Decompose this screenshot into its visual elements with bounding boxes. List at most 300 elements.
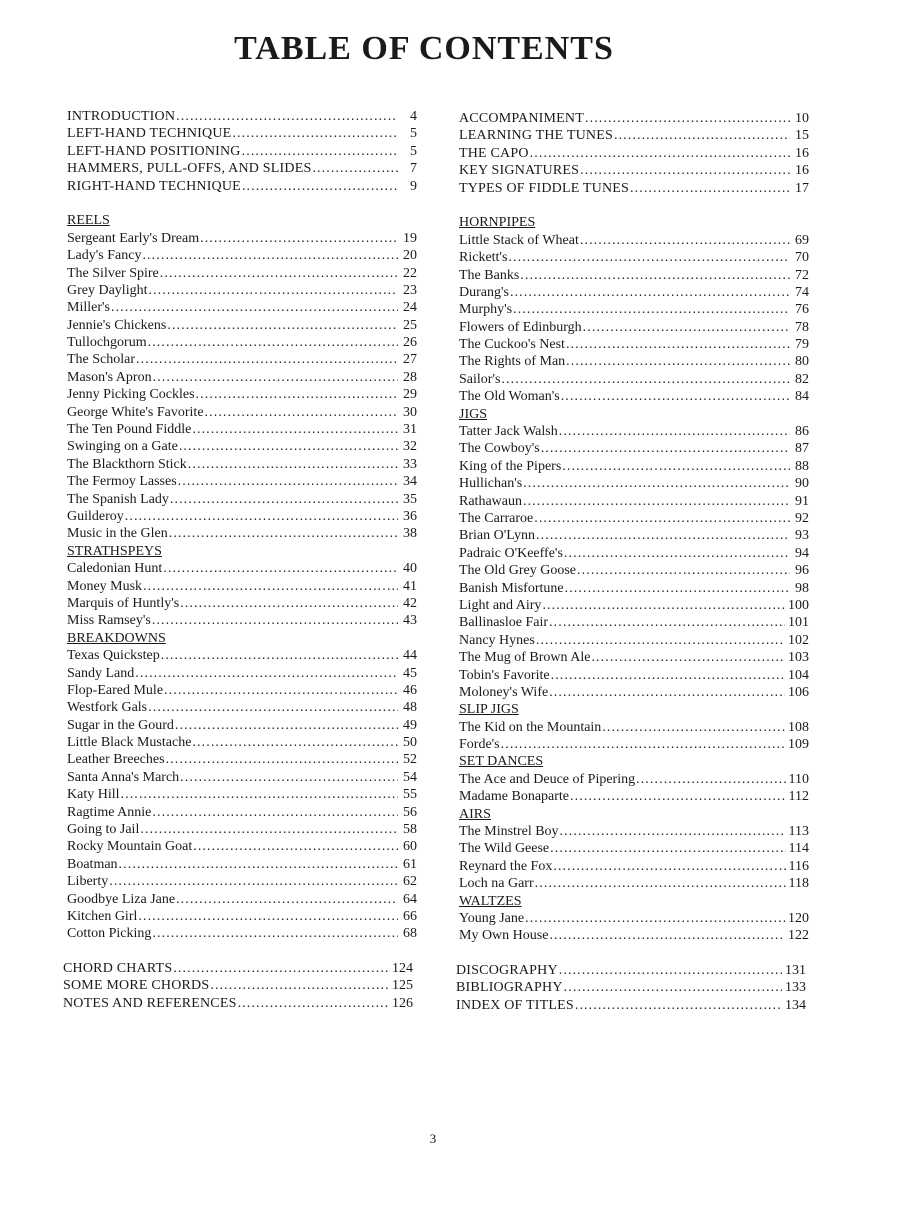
entry-page-number: 16	[795, 163, 809, 179]
entry-title: Texas Quickstep	[67, 648, 160, 664]
entry-page-number: 112	[788, 789, 809, 805]
entry-title: Reynard the Fox	[459, 858, 553, 874]
entry-title: THE CAPO	[459, 145, 529, 161]
entry-title: Leather Breeches	[67, 752, 165, 768]
dot-leader	[501, 736, 785, 753]
dot-leader	[559, 962, 782, 979]
dot-leader	[242, 178, 398, 195]
toc-entry	[459, 423, 809, 440]
entry-page-number: 74	[795, 284, 809, 300]
toc-entry	[459, 162, 809, 179]
entry-page-number: 92	[795, 510, 809, 526]
dot-leader	[530, 145, 790, 162]
toc-entry	[67, 699, 417, 716]
dot-leader	[510, 284, 790, 301]
entry-title: Miller's	[67, 300, 110, 316]
dot-leader	[553, 858, 785, 875]
entry-title: Cotton Picking	[67, 926, 152, 942]
entry-title: The Blackthorn Stick	[67, 456, 187, 472]
entry-page-number: 84	[795, 389, 809, 405]
dot-leader	[542, 597, 785, 614]
dot-leader	[152, 925, 398, 942]
dot-leader	[135, 665, 398, 682]
entry-page-number: 55	[403, 787, 417, 803]
entry-title: RIGHT-HAND TECHNIQUE	[67, 178, 241, 194]
dot-leader	[136, 351, 398, 368]
toc-entry	[459, 684, 809, 701]
toc-entry	[459, 771, 809, 788]
dot-leader	[525, 910, 785, 927]
entry-page-number: 93	[795, 528, 809, 544]
dot-leader	[559, 423, 790, 440]
dot-leader	[192, 734, 398, 751]
entry-page-number: 9	[410, 178, 417, 194]
entry-page-number: 80	[795, 354, 809, 370]
entry-title: Sugar in the Gourd	[67, 717, 174, 733]
entry-page-number: 34	[403, 474, 417, 490]
entry-title: Moloney's Wife	[459, 684, 549, 700]
dot-leader	[121, 786, 399, 803]
page-number: 3	[429, 1131, 437, 1146]
spacer	[67, 195, 417, 212]
dot-leader	[140, 821, 398, 838]
toc-entry	[459, 336, 809, 353]
entry-page-number: 36	[403, 508, 417, 524]
toc-entry	[67, 751, 417, 768]
section-heading: HORNPIPES	[459, 215, 536, 231]
entry-page-number: 22	[403, 265, 417, 281]
entry-title: Sandy Land	[67, 665, 135, 681]
entry-title: Light and Airy	[459, 597, 542, 613]
entry-page-number: 70	[795, 250, 809, 266]
dot-leader	[142, 247, 398, 264]
toc-entry	[459, 267, 809, 284]
dot-leader	[523, 475, 790, 492]
entry-title: INDEX OF TITLES	[456, 997, 574, 1013]
entry-page-number: 98	[795, 580, 809, 596]
dot-leader	[125, 508, 398, 525]
entry-title: Tatter Jack Walsh	[459, 424, 558, 440]
entry-title: INTRODUCTION	[67, 109, 176, 124]
dot-leader	[549, 614, 785, 631]
entry-title: Jenny Picking Cockles	[67, 387, 195, 403]
entry-title: Rickett's	[459, 250, 508, 266]
toc-entry	[67, 491, 417, 508]
entry-page-number: 24	[403, 300, 417, 316]
entry-title: The Ace and Deuce of Pipering	[459, 771, 636, 787]
toc-entry	[459, 388, 809, 405]
dot-leader	[580, 162, 790, 179]
entry-title: Tobin's Favorite	[459, 667, 550, 683]
entry-page-number: 5	[410, 126, 417, 142]
entry-page-number: 52	[403, 752, 417, 768]
toc-entry	[67, 734, 417, 751]
dot-leader	[536, 527, 790, 544]
entry-title: Going to Jail	[67, 822, 140, 838]
toc-entry	[456, 962, 806, 979]
dot-leader	[173, 960, 389, 977]
entry-title: NOTES AND REFERENCES	[63, 995, 237, 1011]
entry-page-number: 116	[788, 858, 809, 874]
entry-page-number: 20	[403, 248, 417, 264]
entry-title: The Fermoy Lasses	[67, 474, 177, 490]
dot-leader	[111, 299, 398, 316]
entry-page-number: 68	[403, 926, 417, 942]
toc-entry	[459, 458, 809, 475]
toc-entry	[67, 438, 417, 455]
entry-title: Westfork Gals	[67, 700, 148, 716]
toc-entry	[67, 143, 417, 160]
entry-page-number: 103	[788, 650, 809, 666]
toc-entry	[459, 319, 809, 336]
toc-entry	[459, 510, 809, 527]
entry-page-number: 40	[403, 561, 417, 577]
dot-leader	[161, 647, 398, 664]
entry-title: Rathawaun	[459, 493, 522, 509]
dot-leader	[164, 682, 398, 699]
entry-title: Young Jane	[459, 910, 525, 926]
dot-leader	[152, 612, 398, 629]
entry-title: Nancy Hynes	[459, 632, 535, 648]
toc-entry	[67, 334, 417, 351]
dot-leader	[152, 804, 398, 821]
entry-page-number: 124	[392, 961, 413, 976]
toc-entry	[459, 823, 809, 840]
toc-entry	[459, 232, 809, 249]
dot-leader	[570, 788, 786, 805]
entry-title: Lady's Fancy	[67, 248, 142, 264]
dot-leader	[238, 995, 389, 1012]
entry-page-number: 48	[403, 700, 417, 716]
dot-leader	[160, 265, 398, 282]
toc-entry	[67, 508, 417, 525]
entry-page-number: 15	[795, 128, 809, 144]
toc-entry	[67, 891, 417, 908]
entry-title: KEY SIGNATURES	[459, 163, 580, 179]
toc-entry	[459, 597, 809, 614]
entry-title: The Minstrel Boy	[459, 824, 559, 840]
toc-entry	[67, 786, 417, 803]
dot-leader	[575, 997, 782, 1014]
entry-page-number: 60	[403, 839, 417, 855]
entry-page-number: 43	[403, 613, 417, 629]
toc-entry	[67, 647, 417, 664]
toc-entry	[459, 614, 809, 631]
toc-entry	[67, 856, 417, 873]
dot-leader	[561, 388, 790, 405]
entry-page-number: 88	[795, 458, 809, 474]
entry-title: Tullochgorum	[67, 335, 147, 351]
entry-title: Music in the Glen	[67, 526, 168, 542]
entry-title: SOME MORE CHORDS	[63, 978, 210, 994]
dot-leader	[242, 143, 398, 160]
dot-leader	[566, 336, 790, 353]
dot-leader	[167, 317, 398, 334]
entry-page-number: 102	[788, 632, 809, 648]
entry-title: Banish Misfortune	[459, 580, 564, 596]
toc-entry	[67, 525, 417, 542]
toc-entry	[459, 736, 809, 753]
entry-title: Money Musk	[67, 578, 143, 594]
entry-page-number: 10	[795, 111, 809, 126]
toc-entry	[63, 995, 413, 1012]
entry-page-number: 76	[795, 302, 809, 318]
toc-entry	[459, 145, 809, 162]
entry-title: Flop-Eared Mule	[67, 682, 164, 698]
toc-entry	[67, 160, 417, 177]
toc-entry	[459, 180, 809, 197]
entry-page-number: 23	[403, 282, 417, 298]
entry-page-number: 90	[795, 476, 809, 492]
entry-page-number: 17	[795, 180, 809, 196]
entry-page-number: 125	[392, 978, 413, 994]
section-heading: AIRS	[459, 806, 491, 822]
entry-title: ACCOMPANIMENT	[459, 111, 584, 126]
dot-leader	[119, 856, 398, 873]
dot-leader	[513, 301, 790, 318]
spacer	[459, 197, 809, 214]
entry-title: The Carraroe	[459, 510, 534, 526]
entry-page-number: 101	[788, 615, 809, 631]
toc-entry	[67, 595, 417, 612]
dot-leader	[143, 578, 398, 595]
entry-page-number: 109	[788, 737, 809, 753]
entry-page-number: 96	[795, 563, 809, 579]
entry-page-number: 44	[403, 648, 417, 664]
toc-entry	[459, 475, 809, 492]
dot-leader	[178, 473, 398, 490]
dot-leader	[562, 458, 790, 475]
entry-title: The Cuckoo's Nest	[459, 337, 565, 353]
toc-entry	[67, 821, 417, 838]
toc-entry	[67, 560, 417, 577]
dot-leader	[109, 873, 398, 890]
dot-leader	[180, 595, 398, 612]
entry-title: Miss Ramsey's	[67, 613, 151, 629]
toc-entry	[459, 927, 809, 944]
toc-entry	[459, 875, 809, 892]
dot-leader	[536, 632, 785, 649]
entry-title: Mason's Apron	[67, 369, 152, 385]
dot-leader	[210, 977, 389, 994]
toc-entry	[67, 125, 417, 142]
entry-title: TYPES OF FIDDLE TUNES	[459, 180, 630, 196]
entry-page-number: 30	[403, 404, 417, 420]
entry-page-number: 19	[403, 230, 417, 246]
dot-leader	[508, 249, 790, 266]
toc-entry	[459, 910, 809, 927]
entry-title: George White's Favorite	[67, 404, 204, 420]
entry-title: The Wild Geese	[459, 841, 550, 857]
toc-entry	[459, 788, 809, 805]
dot-leader	[564, 545, 790, 562]
toc-entry	[459, 545, 809, 562]
entry-title: The Silver Spire	[67, 265, 159, 281]
entry-page-number: 94	[795, 545, 809, 561]
entry-title: Liberty	[67, 874, 109, 890]
entry-title: The Banks	[459, 267, 520, 283]
section-heading: STRATHSPEYS	[67, 543, 162, 559]
back-matter-list-right	[456, 962, 806, 1014]
entry-title: The Old Woman's	[459, 389, 560, 405]
toc-entry	[67, 456, 417, 473]
dot-leader	[166, 751, 398, 768]
entry-page-number: 64	[403, 891, 417, 907]
dot-leader	[175, 717, 398, 734]
dot-leader	[188, 456, 398, 473]
toc-entry	[459, 840, 809, 857]
entry-title: Swinging on a Gate	[67, 439, 178, 455]
dot-leader	[193, 838, 398, 855]
dot-leader	[312, 160, 398, 177]
toc-entry	[67, 230, 417, 247]
entry-title: The Spanish Lady	[67, 491, 169, 507]
dot-leader	[614, 127, 790, 144]
entry-title: Padraic O'Keeffe's	[459, 545, 563, 561]
entry-page-number: 25	[403, 317, 417, 333]
toc-entry	[67, 299, 417, 316]
toc-entry	[459, 353, 809, 370]
dot-leader	[583, 319, 790, 336]
toc-entry	[459, 493, 809, 510]
entry-title: Little Stack of Wheat	[459, 232, 579, 248]
dot-leader	[577, 562, 790, 579]
entry-title: CHORD CHARTS	[63, 961, 173, 976]
entry-page-number: 7	[410, 161, 417, 177]
entry-title: The Cowboy's	[459, 441, 540, 457]
toc-entry	[456, 979, 806, 996]
entry-page-number: 126	[392, 995, 413, 1011]
entry-page-number: 66	[403, 908, 417, 924]
toc-entry	[63, 960, 413, 977]
entry-page-number: 28	[403, 369, 417, 385]
tune-sections	[459, 214, 809, 944]
toc-entry	[459, 719, 809, 736]
dot-leader	[200, 230, 398, 247]
dot-leader	[232, 125, 398, 142]
dot-leader	[585, 110, 790, 127]
section-heading: REELS	[67, 213, 110, 229]
entry-page-number: 106	[788, 684, 809, 700]
toc-entry	[459, 371, 809, 388]
entry-page-number: 114	[788, 841, 809, 857]
back-matter-list-left	[63, 960, 413, 1012]
entry-page-number: 69	[795, 232, 809, 248]
front-matter-list	[67, 108, 417, 195]
entry-title: Rocky Mountain Goat	[67, 839, 193, 855]
section-heading: JIGS	[459, 406, 488, 422]
entry-title: Caledonian Hunt	[67, 561, 163, 577]
entry-title: Boatman	[67, 856, 118, 872]
dot-leader	[564, 979, 782, 996]
entry-title: Loch na Garr	[459, 876, 534, 892]
entry-page-number: 45	[403, 665, 417, 681]
entry-page-number: 29	[403, 387, 417, 403]
toc-entry	[459, 284, 809, 301]
entry-page-number: 16	[795, 145, 809, 161]
entry-title: The Old Grey Goose	[459, 563, 577, 579]
toc-entry	[67, 404, 417, 421]
dot-leader	[566, 353, 790, 370]
entry-title: Forde's	[459, 737, 500, 753]
dot-leader	[560, 823, 786, 840]
entry-title: Sergeant Early's Dream	[67, 230, 200, 246]
entry-page-number: 100	[788, 597, 809, 613]
toc-entry	[456, 997, 806, 1014]
section-heading: WALTZES	[459, 893, 522, 909]
entry-page-number: 110	[788, 771, 809, 787]
dot-leader	[551, 667, 785, 684]
entry-title: HAMMERS, PULL-OFFS, AND SLIDES	[67, 161, 312, 177]
entry-page-number: 49	[403, 717, 417, 733]
toc-entry	[67, 925, 417, 942]
toc-entry	[67, 386, 417, 403]
toc-entry	[67, 665, 417, 682]
tune-sections	[67, 212, 417, 942]
entry-page-number: 42	[403, 595, 417, 611]
toc-entry	[459, 110, 809, 127]
entry-title: Jennie's Chickens	[67, 317, 167, 333]
entry-page-number: 27	[403, 352, 417, 368]
entry-title: Goodbye Liza Jane	[67, 891, 176, 907]
toc-entry	[67, 108, 417, 125]
dot-leader	[591, 649, 785, 666]
entry-title: The Scholar	[67, 352, 136, 368]
toc-entry	[67, 769, 417, 786]
entry-title: My Own House	[459, 928, 549, 944]
entry-title: Kitchen Girl	[67, 908, 138, 924]
dot-leader	[501, 371, 790, 388]
entry-title: King of the Pipers	[459, 458, 562, 474]
dot-leader	[541, 440, 790, 457]
toc-entry	[67, 682, 417, 699]
toc-entry	[67, 873, 417, 890]
toc-entry	[67, 717, 417, 734]
dot-leader	[180, 769, 398, 786]
toc-entry	[459, 562, 809, 579]
entry-page-number: 78	[795, 319, 809, 335]
entry-page-number: 31	[403, 422, 417, 438]
dot-leader	[169, 525, 398, 542]
page-title: TABLE OF CONTENTS	[234, 30, 614, 67]
entry-page-number: 61	[403, 856, 417, 872]
dot-leader	[520, 267, 790, 284]
dot-leader	[630, 180, 790, 197]
toc-entry	[459, 527, 809, 544]
toc-entry	[459, 649, 809, 666]
entry-page-number: 86	[795, 424, 809, 440]
entry-title: DISCOGRAPHY	[456, 963, 558, 978]
dot-leader	[163, 560, 398, 577]
dot-leader	[148, 334, 398, 351]
entry-title: Guilderoy	[67, 508, 124, 524]
entry-title: Madame Bonaparte	[459, 789, 570, 805]
entry-title: Ragtime Annie	[67, 804, 152, 820]
entry-page-number: 87	[795, 441, 809, 457]
dot-leader	[153, 369, 398, 386]
entry-page-number: 38	[403, 526, 417, 542]
dot-leader	[176, 108, 398, 125]
toc-entry	[67, 351, 417, 368]
entry-title: Katy Hill	[67, 787, 120, 803]
entry-page-number: 33	[403, 456, 417, 472]
dot-leader	[602, 719, 785, 736]
toc-entry	[67, 908, 417, 925]
dot-leader	[636, 771, 785, 788]
dot-leader	[148, 282, 398, 299]
entry-page-number: 54	[403, 769, 417, 785]
entry-page-number: 82	[795, 371, 809, 387]
